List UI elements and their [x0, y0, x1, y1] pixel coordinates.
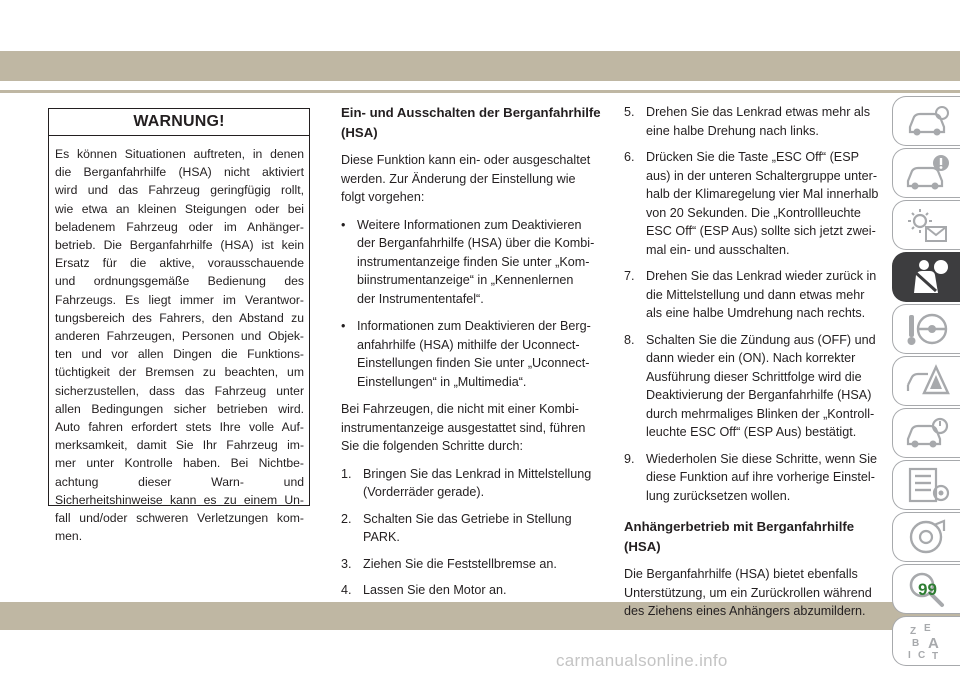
warning-line: ten und vor allen Dingen die Funktions- [55, 347, 304, 362]
warning-box [48, 108, 310, 544]
watermark: carmanualsonline.info [556, 651, 728, 670]
warning-line: mer unter Kontrolle haben. Bei Nichtbe- [55, 456, 304, 471]
svg-text:T: T [931, 651, 938, 661]
tab-maintenance[interactable] [892, 408, 960, 458]
bullet-item: • Informationen zum Deaktivieren der Berg- anfahrhilfe (HSA) mithilfe der Uconnect- Einstellungen finden Sie unter „Uconnect- Einstellungen“ in „Multimedia“. [341, 319, 591, 389]
warning-line: Ersatz für die aktive, vorausschauende [55, 256, 304, 271]
warning-title: WARNUNG! [49, 109, 309, 136]
step-item: 7. Drehen Sie das Lenkrad wieder zurück in die Mittelstellung und dann etwas mehr als eine halbe Umdrehung nach rechts. [624, 269, 877, 320]
warning-line: die Berganfahrhilfe (HSA) nicht aktiviert [55, 165, 304, 180]
svg-text:B: B [911, 638, 919, 649]
column-right [624, 103, 888, 630]
tab-languages[interactable] [892, 616, 960, 666]
svg-text:E: E [923, 623, 931, 634]
multimedia-icon [904, 517, 950, 557]
warning-line: merksamkeit, damit Sie Ihr Fahrzeug im- [55, 438, 304, 453]
trailer-paragraph: Die Berganfahrhilfe (HSA) bietet ebenfalls Unterstützung, um ein Zurückrollen während des Ziehens eines Anhängers abzumildern. [624, 567, 872, 618]
warning-line: men. [55, 529, 83, 544]
warning-line: beladenem Fahrzeug oder im Anhänger- [55, 219, 304, 234]
svg-text:I: I [907, 650, 911, 661]
step-item: 5. Drehen Sie das Lenkrad etwas mehr als eine halbe Drehung nach links. [624, 105, 871, 138]
step-item: 8. Schalten Sie die Zündung aus (OFF) und dann wieder ein (ON). Nach korrekter Ausführung dieser Schrittfolge wird die Deaktivierung der Berganfahrhilfe (HSA) durch mehrmaliges Blinken der „Kontroll- leuchte ESC Off“ (ESP Aus) bestätigt. [624, 332, 876, 439]
languages-icon [904, 621, 950, 661]
top-rule [0, 90, 960, 93]
warning-line: und ordnungsgemäße Bedienung des [55, 274, 304, 289]
warning-lights-icon [904, 205, 950, 245]
top-color-band [0, 51, 960, 81]
warning-line: betrieb. Die Berganfahrhilfe (HSA) ist kein [55, 238, 304, 253]
warning-line: wie etwa an kleinen Steigungen oder bei [55, 201, 304, 216]
warning-line: Sicherheitshinweise kann es zu einem Un- [55, 492, 304, 507]
step-item: 4. Lassen Sie den Motor an. [341, 583, 507, 597]
intro-paragraph: Diese Funktion kann ein- oder ausgeschaltet werden. Zur Änderung der Einstellung wie folgt vorgehen: [341, 153, 591, 204]
body-paragraph: Bei Fahrzeugen, die nicht mit einer Kombi- instrumentanzeige ausgestattet sind, führen Sie die folgenden Schritte durch: [341, 402, 586, 453]
tab-multimedia[interactable] [892, 512, 960, 562]
warning-line: achtung dieser Warn- und [55, 474, 304, 489]
warning-line: tüchtigkeit der Bremsen zu beachten, um [55, 365, 304, 380]
warning-line: anderen Fahrzeugen, Personen und Objek- [55, 329, 304, 344]
page-number: 99 [918, 580, 937, 599]
tab-starting-operating[interactable] [892, 304, 960, 354]
warning-line: Fahrzeugs. Es liegt immer im Verantwor- [55, 292, 304, 307]
warning-line: wird und das Fahrzeug geringfügig rollt, [55, 183, 304, 198]
step-item: 6. Drücken Sie die Taste „ESC Off“ (ESP aus) in der unteren Schaltergruppe unter- halb der Klimaregelung vier Mal innerhalb von 20 Sekunden. Die „Kontrollleuchte ESC Off“ (ESP Aus) sollte sich jetzt zwei- mal ein- und ausschalten. [624, 150, 879, 257]
warning-line: fall und/oder schweren Verletzungen kom- [55, 511, 304, 526]
svg-text:Z: Z [909, 626, 916, 637]
tab-car-overview[interactable] [892, 96, 960, 146]
column-middle [341, 103, 603, 608]
tab-emergency[interactable] [892, 356, 960, 406]
warning-line: allen Bedingungen sicher betrieben wird. [55, 401, 304, 416]
maintenance-icon [904, 413, 950, 453]
svg-text:C: C [917, 650, 925, 661]
warning-line: tungsbereich des Fahrers, den Abstand zu [55, 310, 304, 325]
tab-specifications[interactable] [892, 460, 960, 510]
bullet-mark: • [341, 217, 346, 232]
specifications-icon [904, 465, 950, 505]
warning-line: Auto fahren erfordert stets Ihre volle Auf- [55, 420, 304, 435]
warning-line: Es können Situationen auftreten, in denen [55, 147, 304, 161]
tab-safety[interactable] [892, 252, 960, 302]
bullet-item: • Weitere Informationen zum Deaktivieren der Berganfahrhilfe (HSA) über die Kombi- instrumentanzeige finden Sie unter „Kom- biinstrumentanzeige“ in „Kennenlernen der Instrumententafel“. [341, 217, 595, 306]
tab-warning-lights[interactable] [892, 200, 960, 250]
car-overview-icon [904, 101, 950, 141]
step-item: 3. Ziehen Sie die Feststellbremse an. [341, 556, 557, 571]
roadside-triangle-icon [904, 361, 950, 401]
section-heading-hsa-toggle: Ein- und Ausschalten der Berganfahrhilfe (HSA) [341, 105, 601, 140]
section-heading-trailer: Anhängerbetrieb mit Berganfahrhilfe (HSA) [624, 519, 855, 554]
step-item: 1. Bringen Sie das Lenkrad in Mittelstellung (Vorderräder gerade). [341, 466, 592, 499]
step-item: 9. Wiederholen Sie diese Schritte, wenn Sie diese Funktion auf ihre vorherige Einstel- lung zurücksetzen wollen. [624, 451, 878, 503]
bullet-mark: • [341, 319, 346, 333]
car-info-icon [904, 153, 950, 193]
steering-key-icon [904, 309, 950, 349]
safety-seatbelt-icon [904, 257, 950, 297]
warning-line: sicherzustellen, dass das Fahrzeug unter [55, 383, 304, 398]
tab-car-info[interactable] [892, 148, 960, 198]
step-item: 2. Schalten Sie das Getriebe in Stellung PARK. [341, 511, 572, 544]
warning-text [49, 136, 309, 545]
svg-text:A: A [927, 635, 939, 652]
